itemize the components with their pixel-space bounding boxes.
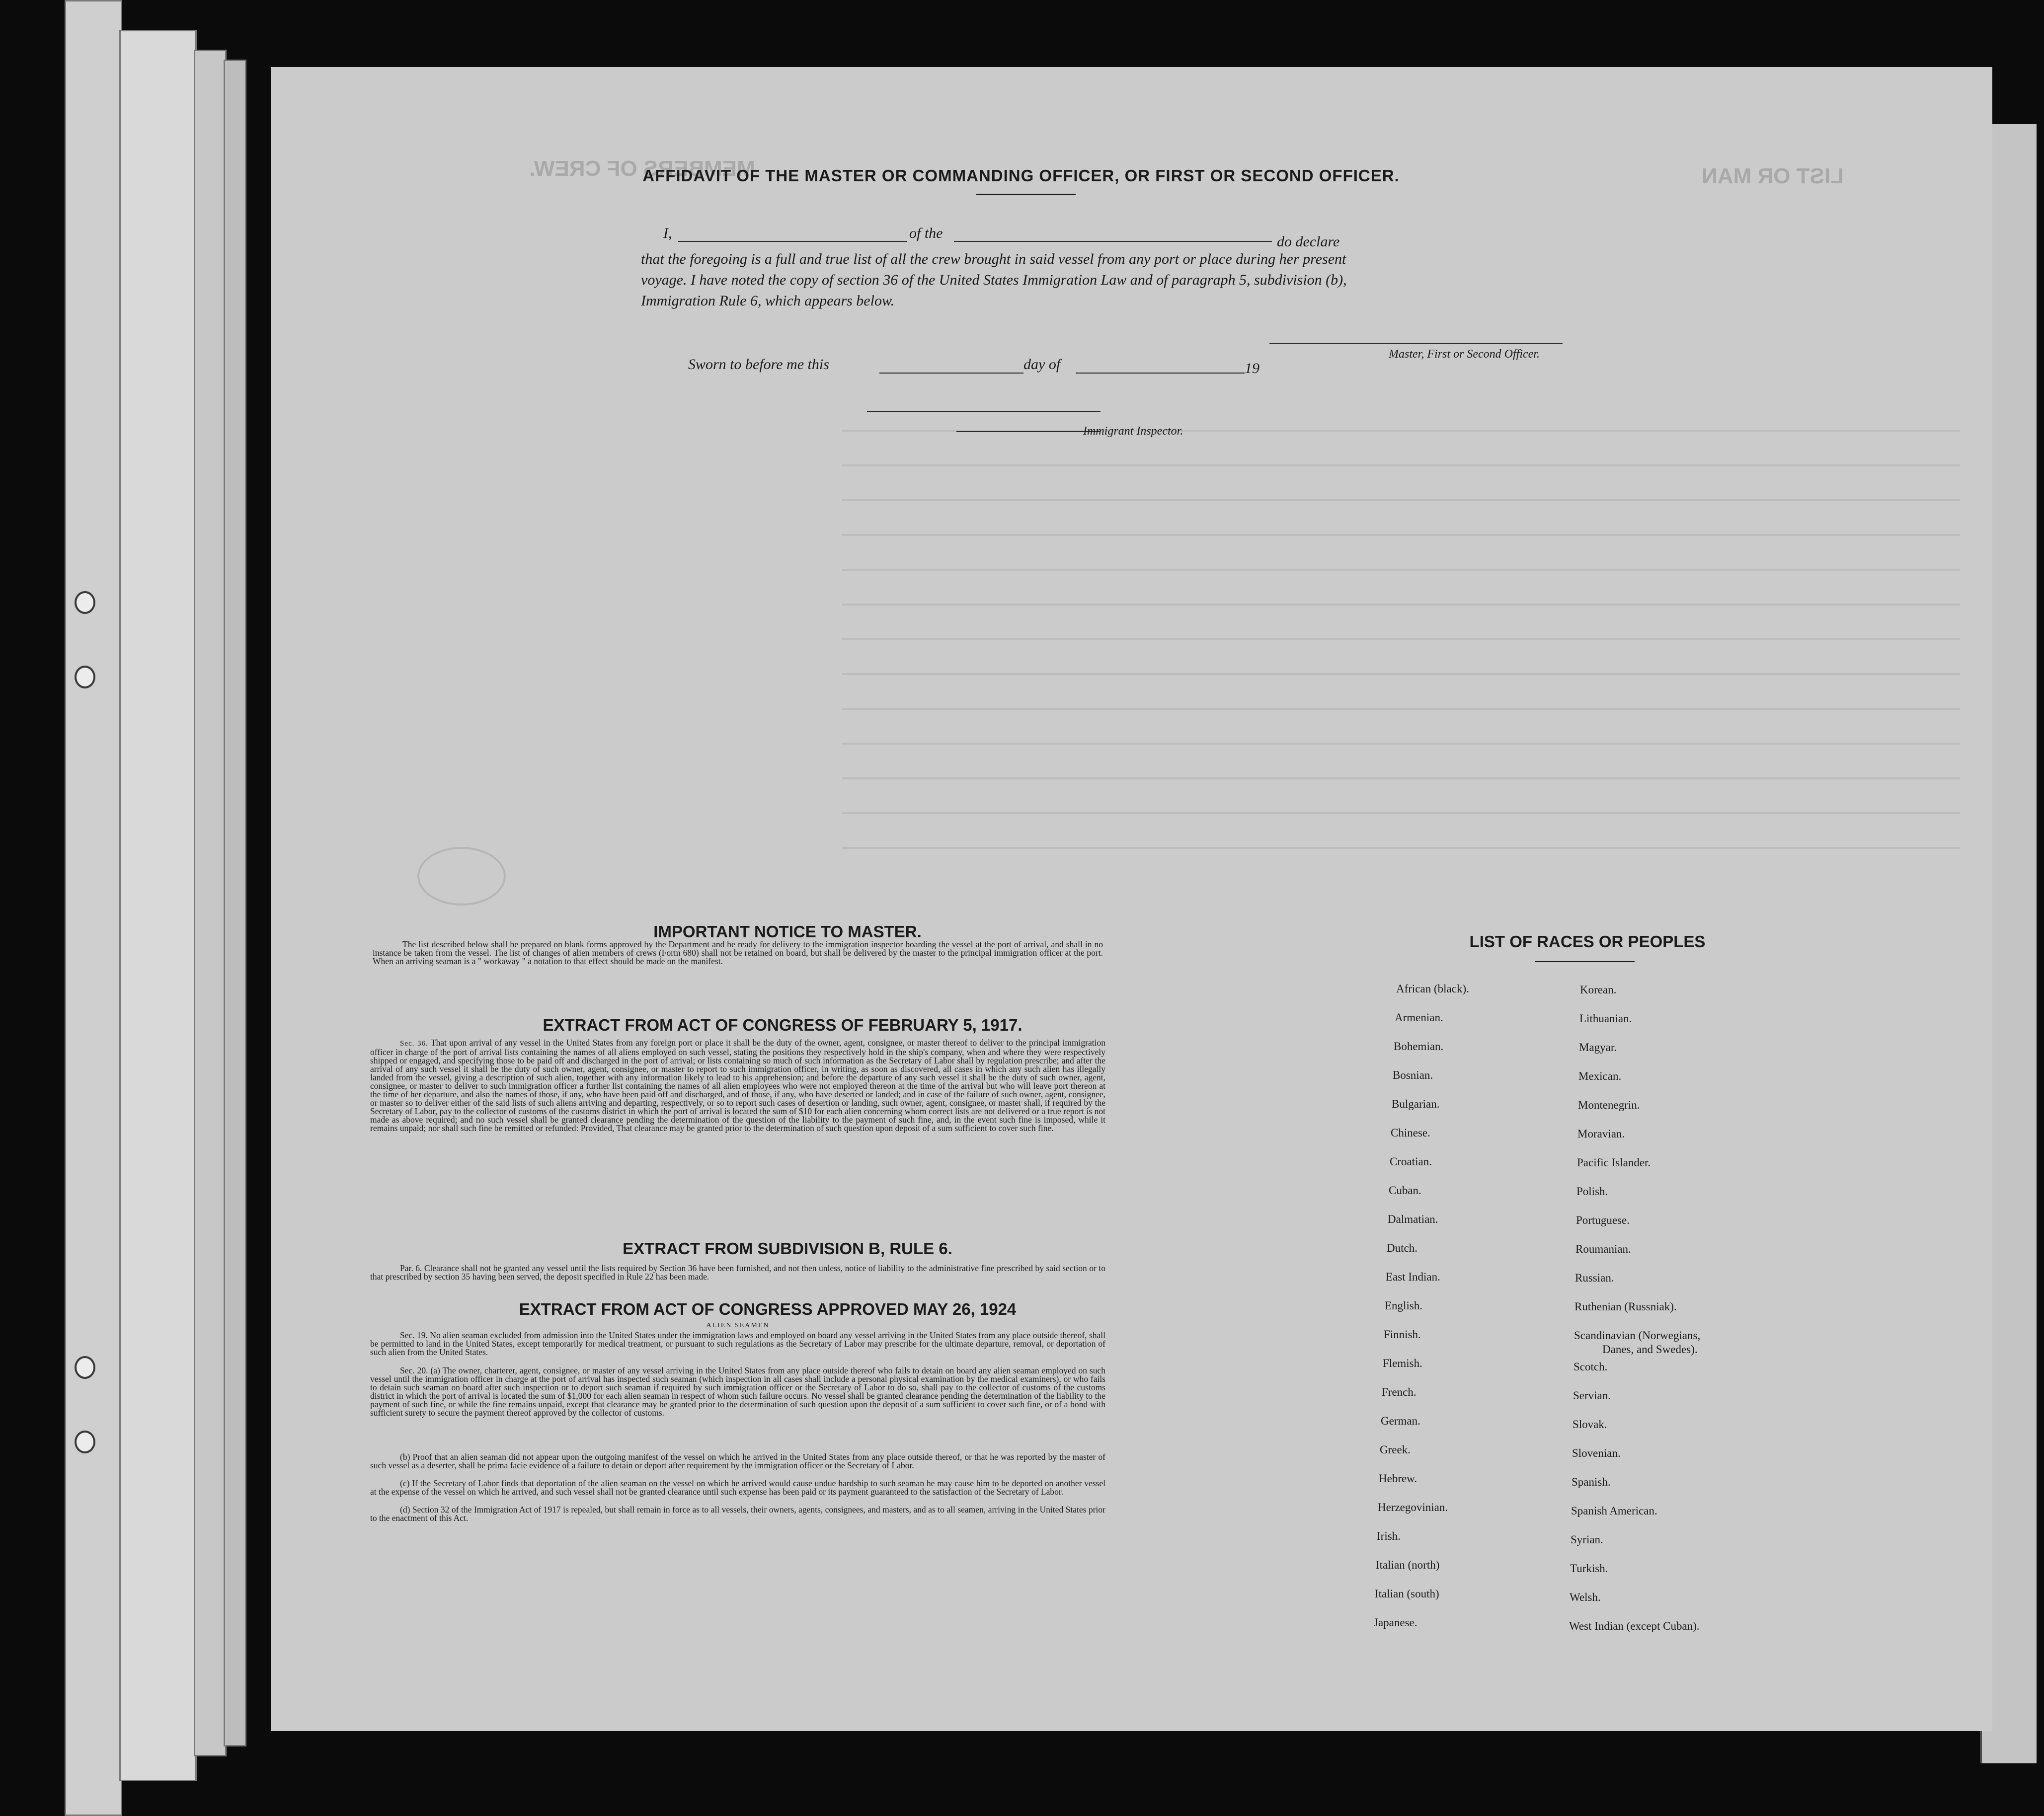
rule6-text: Par. 6. Clearance shall not be granted any vessel until the lists required by Section 36 have been furnished, and not then unless, notice of liability to the administrative fine prescribed by said section or to that prescribed by section 35 having been served, the deposit specified in Rule 22 has been made.: [370, 1263, 1105, 1282]
affidavit-body-2: voyage. I have noted the copy of section 36 of the United States Immigration Law and of paragraph 5, subdivision (b),: [641, 272, 1347, 288]
sworn-month-line: [1076, 373, 1245, 374]
extract-1917-title: EXTRACT FROM ACT OF CONGRESS OF FEBRUARY 5, 1917.: [543, 1016, 1022, 1034]
binder-hole: [75, 591, 95, 614]
race-item: Slovenian.: [1572, 1447, 1621, 1459]
affidavit-i: I,: [663, 225, 672, 241]
race-item: Chinese.: [1391, 1127, 1430, 1139]
extract-1917-sec: Sec. 36.: [400, 1040, 428, 1048]
affidavit-do-declare: do declare: [1277, 233, 1340, 250]
extract-1924-title: EXTRACT FROM ACT OF CONGRESS APPROVED MAY 26, 1924: [519, 1300, 1017, 1318]
extract-1924-subtitle: ALIEN SEAMEN: [706, 1322, 770, 1329]
race-item: West Indian (except Cuban).: [1569, 1620, 1700, 1632]
rule6-title: EXTRACT FROM SUBDIVISION B, RULE 6.: [623, 1239, 952, 1258]
race-item: Scotch.: [1573, 1361, 1608, 1373]
races-title: LIST OF RACES OR PEOPLES: [1469, 932, 1706, 951]
race-item: Polish.: [1576, 1185, 1608, 1198]
ghost-header: LIST OR MAN: [1702, 164, 1844, 188]
race-item: Greek.: [1380, 1443, 1411, 1456]
race-item: Croatian.: [1390, 1155, 1432, 1168]
race-item: German.: [1381, 1415, 1420, 1427]
title-rule: [976, 194, 1076, 195]
race-item: Italian (south): [1375, 1588, 1439, 1600]
race-item: Bulgarian.: [1392, 1098, 1440, 1110]
affidavit-body-3: Immigration Rule 6, which appears below.: [641, 293, 895, 309]
race-item: Hebrew.: [1379, 1472, 1417, 1485]
race-item: Flemish.: [1383, 1357, 1422, 1369]
inspector-label: Immigrant Inspector.: [1083, 425, 1183, 438]
race-item: Herzegovinian.: [1378, 1501, 1448, 1513]
race-item: Spanish.: [1572, 1476, 1611, 1488]
extract-1924-sec20a: Sec. 20. (a) The owner, charterer, agent, consignee, or master of any vessel arriving in the United States from any place outside thereof who fails to detain on board any alien seaman employed on such vessel until the immigration officer in charge at the port of arrival has inspected such seaman (which inspection in all cases shall include a personal physical examination by the medical examiners), or who fails to detain such seaman on board after such inspection or to deport such seaman if required by such immigration officer or the Secretary of Labor to do so, shall pay to the collector of customs of the customs district in which the port of arrival is located the sum of $1,000 for each alien seaman in respect of whom such failure occurs. No vessel shall be granted clearance pending the determination of the liability to the payment of such fine, or while the fine remains unpaid, except that clearance may be granted prior to the determination of such question upon the deposit of a sum sufficient to cover such fine, or of a bond with sufficient surety to secure the payment thereof approved by the collector of customs.: [370, 1365, 1105, 1418]
extract-1917-body: That upon arrival of any vessel in the United States from any foreign port or place it shall be the duty of the owner, agent, consignee, or master thereof to deliver to the principal immigration officer in charge of the port of arrival lists containing the names of all aliens employed on such vessel, stating the positions they respectively hold in the ship's company, when and where they were respectively shipped or engaged, and specifying those to be paid off and discharged in the port of arrival; or lists containing so much of such information as the Secretary of Labor shall by regulation prescribe; and after the arrival of any such vessel it shall be the duty of such owner, agent, consignee, or master to report to such immigration officer, in writing, as soon as discovered, all cases in which any such alien has illegally landed from the vessel, giving a description of such alien, together with any information likely to lead to his apprehension; and before the departure of any such vessel it shall be the duty of such owner, agent, consignee, or master to deliver to such immigration officer a further list containing the names of all alien employees who were not employed thereon at the time of the arrival but who will leave port thereon at the time of her departure, and also the names of those, if any, who have been paid off and discharged, and of those, if any, who have deserted or landed; and in case of the failure of such owner, agent, consignee, or master so to deliver either of the said lists of such aliens arriving and departing, respectively, or so to report such cases of desertion or landing, such owner, agent, consignee, or master shall, if required by the Secretary of Labor, pay to the collector of customs of the customs district in which the port of arrival is located the sum of $10 for each alien concerning whom correct lists are not delivered or a true report is not made as above required; and no such vessel shall be granted clearance pending the determination of the question of the liability to the payment of such fine, and, in the event such fine is imposed, while it remains unpaid; nor shall such fine be remitted or refunded: Provided, That clearance may be granted prior to the determination of such question upon deposit of a sum sufficient to cover such fine.: [370, 1038, 1105, 1133]
race-item: Mexican.: [1578, 1070, 1622, 1082]
race-item: Slovak.: [1572, 1418, 1607, 1431]
document-page: [271, 67, 1992, 1731]
race-item: Magyar.: [1579, 1041, 1617, 1054]
day-of-label: day of: [1023, 356, 1061, 373]
extract-1924-sec20d: (d) Section 32 of the Immigration Act of 1917 is repealed, but shall remain in force as to all vessels, their owners, agents, consignees, and masters, and as to all seamen, arriving in the United States prior to the enactment of this Act.: [370, 1505, 1105, 1523]
race-item: English.: [1385, 1299, 1423, 1312]
race-item: Italian (north): [1376, 1559, 1440, 1571]
races-title-rule: [1535, 961, 1635, 962]
race-item: Roumanian.: [1575, 1243, 1631, 1255]
race-item: Danes, and Swedes).: [1602, 1343, 1698, 1356]
race-item: Turkish.: [1570, 1562, 1608, 1575]
year-label: 19: [1245, 360, 1259, 377]
race-item: Russian.: [1575, 1272, 1614, 1284]
race-item: Finnish.: [1384, 1328, 1421, 1341]
race-item: African (black).: [1396, 983, 1469, 995]
vessel-line: [954, 241, 1272, 242]
race-item: Dutch.: [1387, 1242, 1417, 1254]
ghost-header-2: MEMBERS OF CREW.: [529, 156, 755, 181]
affidavit-title: AFFIDAVIT OF THE MASTER OR COMMANDING OFFICER, OR FIRST OR SECOND OFFICER.: [642, 166, 1400, 185]
extract-1924-sec20c: (c) If the Secretary of Labor finds that deportation of the alien seaman on the vessel on which he arrived would cause undue hardship to such seaman he may cause him to be deported on another vessel at the expense of the vessel on which he arrived, and such vessel shall not be granted clearance until such expense has been paid or its payment guaranteed to the satisfaction of the Secretary of Labor.: [370, 1478, 1105, 1497]
sworn-label: Sworn to before me this: [688, 356, 829, 373]
notice-title: IMPORTANT NOTICE TO MASTER.: [653, 922, 922, 941]
race-item: Bohemian.: [1394, 1040, 1444, 1053]
notice-text: The list described below shall be prepared on blank forms approved by the Department and be ready for delivery to the immigration inspector boarding the vessel at the port of arrival, and shall in no instance be taken from the vessel. The list of changes of alien members of crews (Form 680) shall not be retained on board, but shall be delivered by the master to the principal immigration officer at the port. When an arriving seaman is a " workaway " a notation to that effect should be made on the manifest.: [373, 939, 1103, 966]
inspector-line-2: [956, 431, 1101, 432]
race-item: Dalmatian.: [1388, 1213, 1438, 1225]
master-signature-line: [1269, 343, 1563, 344]
race-item: Pacific Islander.: [1577, 1156, 1651, 1169]
race-item: Scandinavian (Norwegians,: [1574, 1329, 1701, 1342]
race-item: Spanish American.: [1571, 1505, 1657, 1517]
extract-1917-text: [370, 1039, 1105, 1133]
race-item: Irish.: [1377, 1530, 1401, 1542]
race-item: Lithuanian.: [1579, 1012, 1632, 1025]
name-line: [678, 241, 907, 242]
inspector-line-1: [867, 411, 1101, 412]
race-item: Servian.: [1573, 1389, 1611, 1402]
race-item: Bosnian.: [1393, 1069, 1433, 1081]
affidavit-body-1: that the foregoing is a full and true list of all the crew brought in said vessel from any port or place during her present: [641, 251, 1346, 267]
race-item: Portuguese.: [1576, 1214, 1630, 1226]
race-item: French.: [1382, 1386, 1416, 1398]
race-item: Syrian.: [1571, 1533, 1603, 1546]
binder-hole: [75, 1431, 95, 1453]
race-item: Cuban.: [1389, 1184, 1421, 1197]
race-item: Korean.: [1580, 984, 1617, 996]
extract-1924-sec20b: (b) Proof that an alien seaman did not appear upon the outgoing manifest of the vessel on which he arrived in the United States from any place outside thereof, or that he was reported by the master of such vessel as a deserter, shall be prima facie evidence of a failure to detain or deport after requirement by the immigration officer or the Secretary of Labor.: [370, 1452, 1105, 1470]
race-item: Welsh.: [1570, 1591, 1601, 1603]
race-item: Japanese.: [1374, 1616, 1417, 1629]
extract-1924-sec19: Sec. 19. No alien seaman excluded from admission into the United States under the immigration laws and employed on board any vessel arriving in the United States from any place outside thereof, shall be permitted to land in the United States, except temporarily for medical treatment, or pursuant to such regulations as the Secretary of Labor may prescribe for the ultimate departure, removal, or deportation of such alien from the United States.: [370, 1330, 1105, 1357]
sworn-day-line: [879, 373, 1023, 374]
race-item: Moravian.: [1577, 1128, 1625, 1140]
faded-stamp: [417, 847, 506, 906]
affidavit-of-the: of the: [909, 225, 943, 241]
race-item: Montenegrin.: [1578, 1099, 1640, 1111]
binder-hole: [75, 666, 95, 688]
race-item: Ruthenian (Russniak).: [1574, 1300, 1677, 1313]
master-label: Master, First or Second Officer.: [1389, 348, 1540, 361]
race-item: East Indian.: [1386, 1271, 1440, 1283]
binder-hole: [75, 1356, 95, 1379]
race-item: Armenian.: [1395, 1011, 1443, 1024]
